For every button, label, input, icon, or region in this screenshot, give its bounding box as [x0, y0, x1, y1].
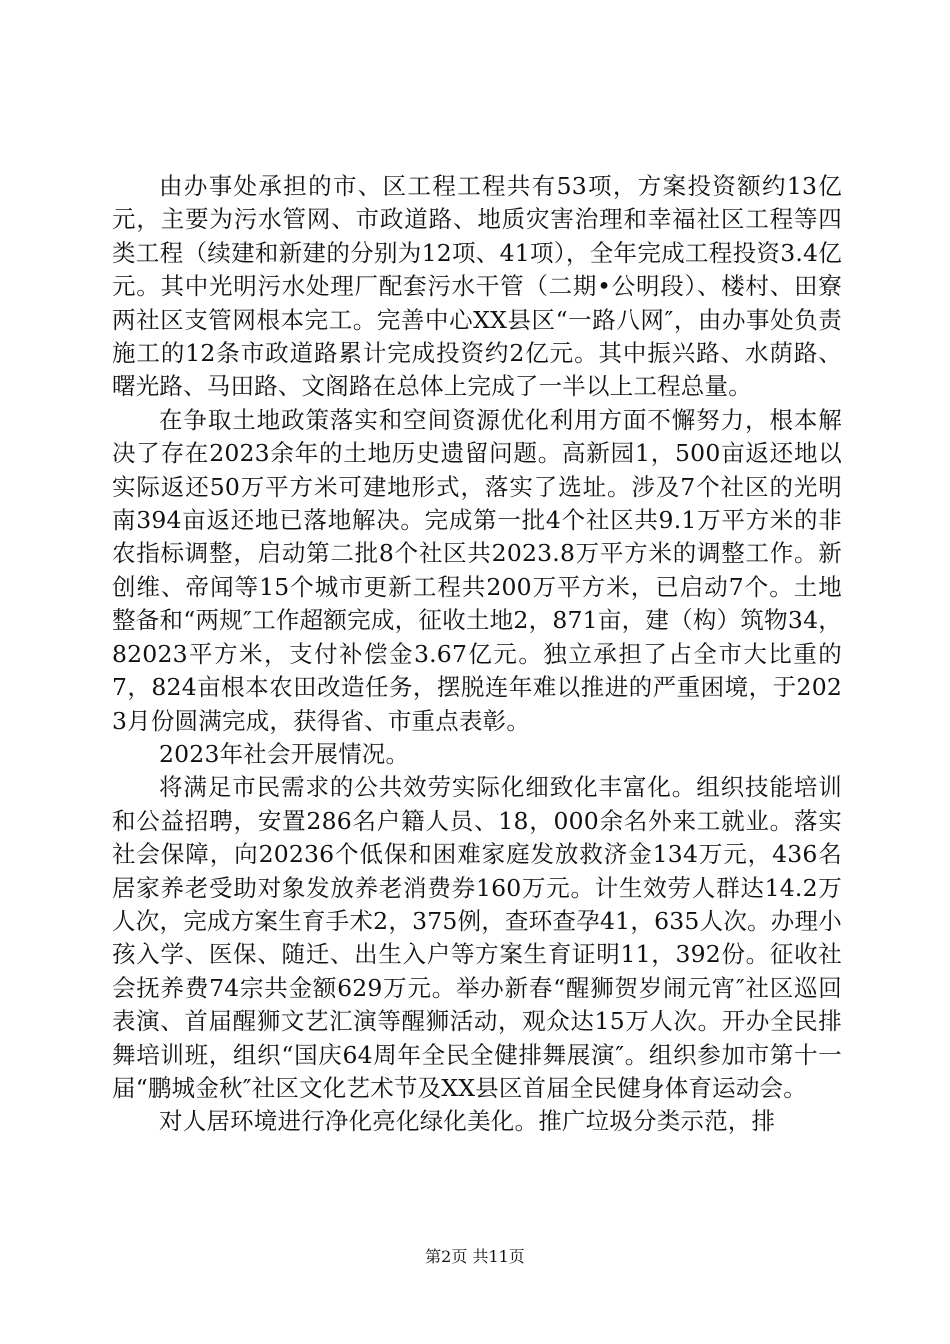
- paragraph-section-heading: 2023年社会开展情况。: [159, 739, 410, 768]
- paragraph-project-investment: 由办事处承担的市、区工程工程共有53项，方案投资额约13亿元，主要为污水管网、市政道路、地质灾害治理和幸福社区工程等四类工程（续建和新建的分别为12项、41项），全年完成工程投资3.4亿元。其中光明污水处理厂配套污水干管（二期•公明段）、楼村、田寮两社区支管网根本完工。完善中心XX县区“一路八网″，由办事处负责施工的12条市政道路累计完成投资约2亿元。其中振兴路、水荫路、曙光路、马田路、文阁路在总体上完成了一半以上工程总量。: [112, 172, 842, 401]
- paragraph-land-policy: 在争取土地政策落实和空间资源优化利用方面不懈努力，根本解决了存在2023余年的土地历史遗留问题。高新园1，500亩返还地以实际返还50万平方米可建地形式，落实了选址。涉及7个社区的光明南394亩返还地已落地解决。完成第一批4个社区共9.1万平方米的非农指标调整，启动第二批8个社区共2023.8万平方米的调整工作。新创维、帝闻等15个城市更新工程共200万平方米，已启动7个。土地整备和“两规″工作超额完成，征收土地2，871亩，建（构）筑物34，82023平方米，支付补偿金3.67亿元。独立承担了占全市大比重的7，824亩根本农田改造任务，摆脱连年难以推进的严重困境，于2023月份圆满完成，获得省、市重点表彰。: [112, 405, 842, 735]
- paragraph-living-environment: 对人居环境进行净化亮化绿化美化。推广垃圾分类示范，排: [159, 1107, 776, 1136]
- page-number-footer: 第2页 共11页: [425, 1247, 525, 1266]
- paragraph-public-services: 将满足市民需求的公共效劳实际化细致化丰富化。组织技能培训和公益招聘，安置286名户籍人员、18，000余名外来工就业。落实社会保障，向20236个低保和困难家庭发放救济金134万元，436名居家养老受助对象发放养老消费券160万元。计生效劳人群达14.2万人次，完成方案生育手术2，375例，查环查孕41，635人次。办理小孩入学、医保、随迁、出生入户等方案生育证明11，392份。征收社会抚养费74宗共金额629万元。举办新春“醒狮贺岁闹元宵″社区巡回表演、首届醒狮文艺汇演等醒狮活动，观众达15万人次。开办全民排舞培训班，组织“国庆64周年全民全健排舞展演″。组织参加市第十一届“鹏城金秋″社区文化艺术节及XX县区首届全民健身体育运动会。: [112, 773, 842, 1102]
- document-body: [112, 170, 842, 1139]
